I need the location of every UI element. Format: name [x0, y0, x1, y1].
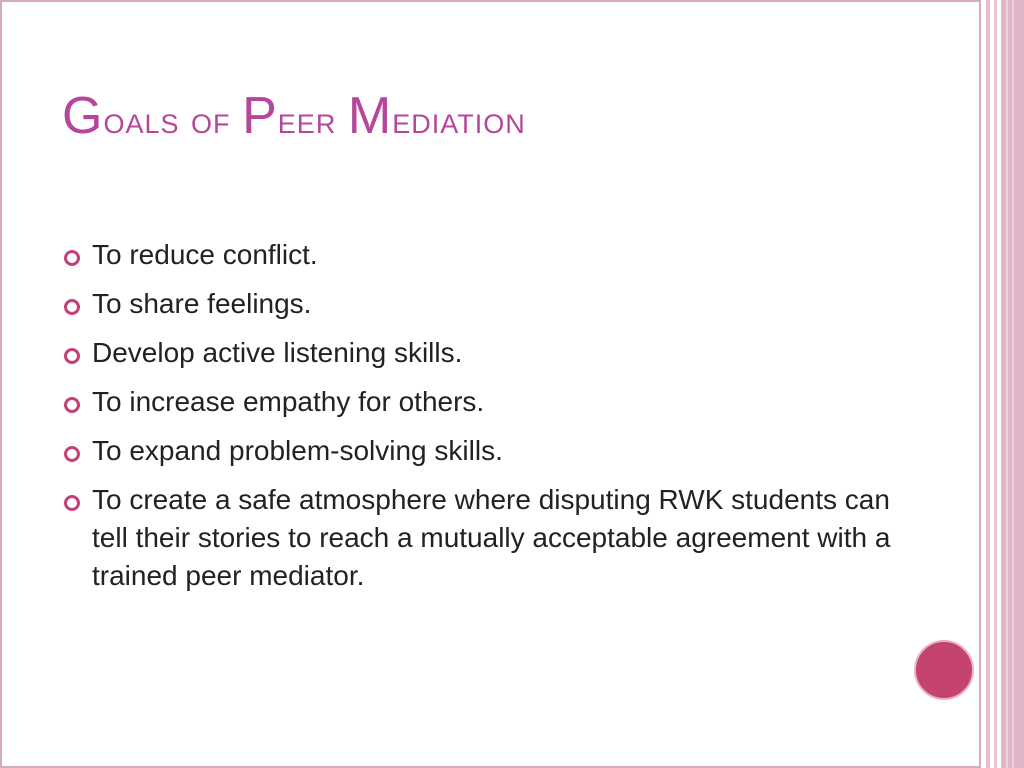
bullet-item — [62, 334, 922, 372]
title-initial: M — [347, 87, 393, 145]
bullet-item — [62, 285, 922, 323]
title-word: eer — [277, 100, 348, 142]
right-stripe — [1012, 0, 1014, 768]
hollow-circle-bullet-icon — [64, 446, 80, 462]
hollow-circle-bullet-icon — [64, 348, 80, 364]
bullet-item — [62, 432, 922, 470]
bullet-item — [62, 481, 922, 595]
bullet-text: Develop active listening skills. — [92, 337, 463, 368]
right-stripe — [986, 0, 990, 768]
hollow-circle-bullet-icon — [64, 397, 80, 413]
right-stripe — [1006, 0, 1008, 768]
decorative-circle — [914, 640, 974, 700]
bullet-text: To create a safe atmosphere where disputing RWK students can tell their stories to reach a mutually acceptable agreement with a trained peer mediator. — [92, 484, 891, 591]
bullet-item — [62, 236, 922, 274]
right-stripe — [979, 0, 981, 768]
hollow-circle-bullet-icon — [64, 299, 80, 315]
title-initial: G — [62, 87, 104, 145]
bullet-list — [62, 236, 922, 606]
hollow-circle-bullet-icon — [64, 495, 80, 511]
bullet-text: To expand problem-solving skills. — [92, 435, 503, 466]
hollow-circle-bullet-icon — [64, 250, 80, 266]
frame-left-border — [0, 0, 2, 768]
slide-title — [62, 88, 526, 145]
title-initial: P — [242, 87, 278, 145]
bullet-item — [62, 383, 922, 421]
title-word: ediation — [392, 100, 526, 142]
title-word: oals of — [103, 100, 243, 142]
bullet-text: To share feelings. — [92, 288, 312, 319]
bullet-text: To increase empathy for others. — [92, 386, 485, 417]
bullet-text: To reduce conflict. — [92, 239, 318, 270]
frame-top-border — [0, 0, 980, 2]
right-stripe — [994, 0, 997, 768]
